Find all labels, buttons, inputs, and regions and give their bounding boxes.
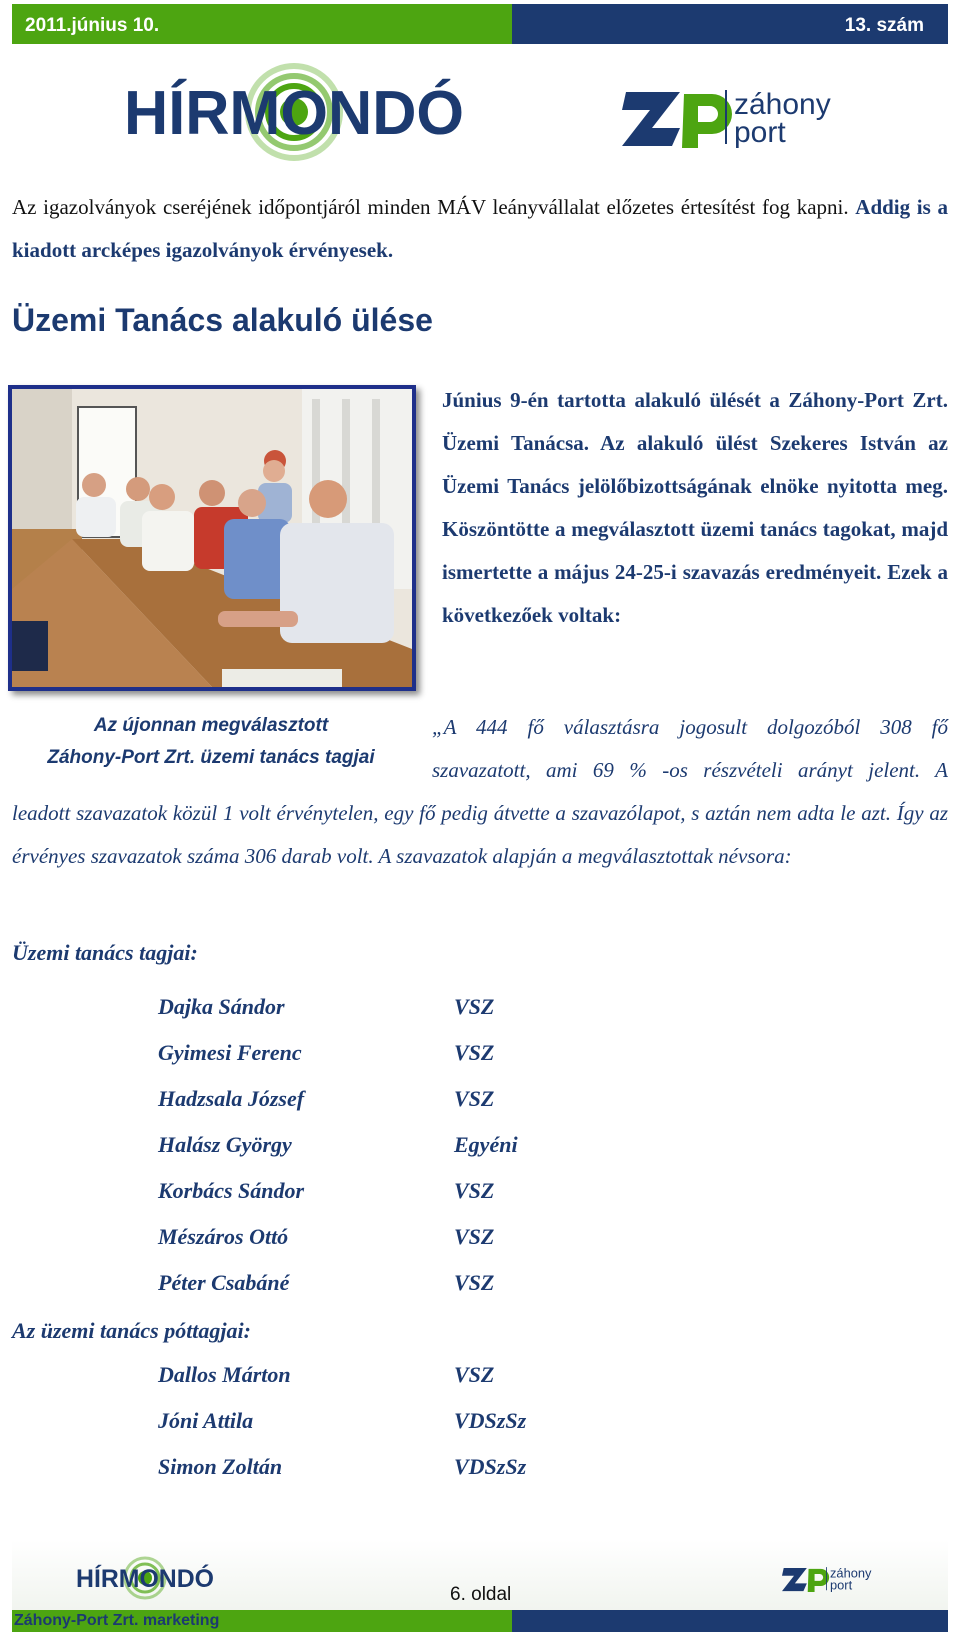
member-name: Halász György	[158, 1132, 292, 1157]
member-affiliation: VSZ	[454, 1086, 495, 1111]
intro-emphasis: Addig is a kiadott arcképes igazolványok érvényesek.	[12, 195, 948, 262]
alternate-name: Simon Zoltán	[158, 1454, 283, 1479]
footer-credit: Záhony-Port Zrt. marketing	[12, 1610, 512, 1632]
member-affiliation: VSZ	[454, 994, 495, 1019]
alternate-name: Jóni Attila	[158, 1408, 254, 1433]
page-number: 6. oldal	[450, 1584, 512, 1605]
photo-caption	[12, 710, 410, 774]
header-band	[12, 4, 948, 44]
alternate-affiliation: VSZ	[454, 1362, 495, 1387]
members-heading: Üzemi tanács tagjai:	[12, 940, 198, 965]
issue-date: 2011.június 10.	[12, 4, 512, 44]
meeting-photo-image	[12, 389, 412, 687]
member-affiliation: VSZ	[454, 1224, 495, 1249]
meeting-photo	[8, 385, 416, 691]
member-affiliation: VSZ	[454, 1040, 495, 1065]
member-name: Hadzsala József	[158, 1086, 305, 1111]
zahony-port-logo	[622, 84, 874, 156]
intro-paragraph	[12, 186, 948, 272]
footer-zp-name-line2: port	[830, 1577, 853, 1593]
photo-caption-line1: Az újonnan megválasztott	[93, 715, 329, 736]
member-name: Mészáros Ottó	[158, 1224, 289, 1249]
quote-part1: „A 444 fő választásra jogosult dolgozóból 308 fő szavazatott, ami 69 % -os részvételi arányt jelent. A	[432, 715, 948, 782]
quote-part2: leadott szavazatok közül 1 volt érvénytelen, egy fő pedig átvette a szavazólapot, s aztán nem adta le azt. Így az érvényes szavazatok száma 306 darab volt. A szavazatok alapján a megválasztottak névsora:	[12, 801, 948, 868]
article-title: Üzemi Tanács alakuló ülése	[12, 302, 433, 338]
zp-name-line2: port	[734, 116, 786, 149]
footer-zp-name-line1: záhony	[830, 1565, 872, 1581]
intro-text: Az igazolványok cseréjének időpontjáról minden MÁV leányvállalat előzetes értesítést fog kapni.	[12, 195, 856, 219]
alternate-affiliation: VDSzSz	[454, 1454, 527, 1479]
member-affiliation: Egyéni	[454, 1132, 518, 1157]
hirmondo-wordmark: HÍRMONDÓ	[124, 79, 464, 148]
zp-name-line1: záhony	[734, 88, 831, 121]
footer-hirmondo-logo	[74, 1556, 216, 1604]
footer-band-navy	[512, 1610, 948, 1632]
member-name: Korbács Sándor	[158, 1178, 305, 1203]
alternate-affiliation: VDSzSz	[454, 1408, 527, 1433]
photo-caption-line2: Záhony-Port Zrt. üzemi tanács tagjai	[47, 747, 375, 768]
article-lead: Június 9-én tartotta alakuló ülését a Záhony-Port Zrt. Üzemi Tanácsa. Az alakuló ülést Szekeres István az Üzemi Tanács jelölőbizottságának elnöke nyitotta meg. Köszöntötte a megválasztott üzemi tanács tagokat, majd ismertette a május 24-25-i szavazás eredményeit. Ezek a következőek voltak:	[442, 388, 948, 627]
member-name: Péter Csabáné	[158, 1270, 290, 1295]
footer-zahony-port-logo	[782, 1562, 890, 1598]
member-affiliation: VSZ	[454, 1270, 495, 1295]
member-affiliation: VSZ	[454, 1178, 495, 1203]
footer-band	[12, 1610, 948, 1632]
member-name: Gyimesi Ferenc	[158, 1040, 302, 1065]
footer-hirmondo-wordmark: HÍRMONDÓ	[76, 1565, 215, 1593]
member-name: Dajka Sándor	[158, 994, 285, 1019]
alternates-heading: Az üzemi tanács póttagjai:	[12, 1318, 251, 1343]
alternate-name: Dallos Márton	[158, 1362, 291, 1387]
issue-number: 13. szám	[512, 4, 948, 44]
hirmondo-logo	[118, 62, 470, 174]
